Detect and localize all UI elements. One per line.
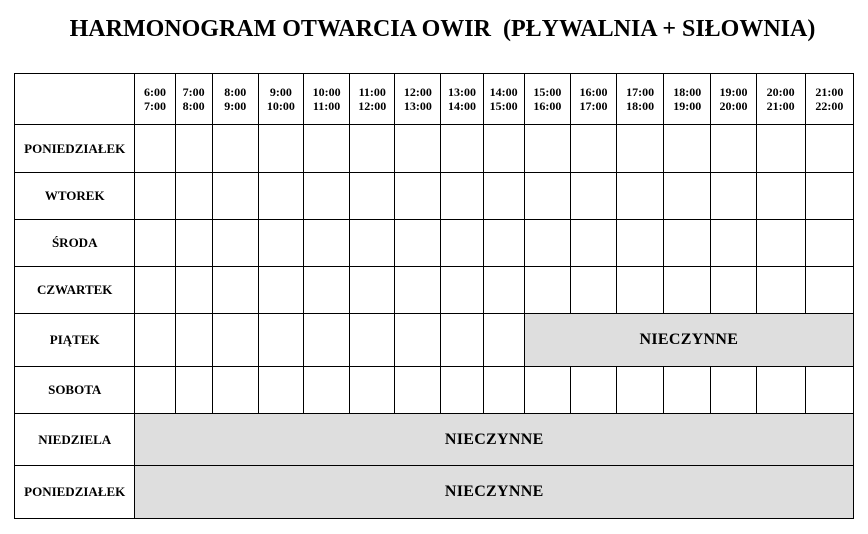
day-label: PONIEDZIAŁEK: [15, 125, 135, 173]
schedule-cell: [524, 267, 570, 314]
schedule-cell: [304, 125, 350, 173]
schedule-cell: [212, 220, 258, 267]
day-row: [15, 267, 854, 314]
closed-block: NIECZYNNE: [135, 466, 854, 519]
schedule-cell: [483, 125, 524, 173]
schedule-cell: [304, 220, 350, 267]
schedule-cell: [524, 125, 570, 173]
schedule-cell: [617, 125, 664, 173]
closed-block: NIECZYNNE: [524, 314, 853, 367]
hour-header: 13:00 14:00: [441, 74, 483, 125]
schedule-table: [14, 73, 854, 519]
schedule-cell: [805, 267, 853, 314]
schedule-cell: [664, 173, 711, 220]
schedule-cell: [805, 125, 853, 173]
schedule-cell: [570, 220, 616, 267]
schedule-cell: [350, 267, 395, 314]
schedule-cell: [570, 173, 616, 220]
schedule-cell: [395, 314, 441, 367]
schedule-cell: [711, 367, 756, 414]
hour-header: 11:00 12:00: [350, 74, 395, 125]
hour-header: 6:00 7:00: [135, 74, 175, 125]
schedule-cell: [258, 125, 303, 173]
day-label: CZWARTEK: [15, 267, 135, 314]
schedule-cell: [664, 367, 711, 414]
schedule-cell: [135, 314, 175, 367]
day-row: [15, 314, 854, 367]
schedule-cell: [711, 267, 756, 314]
hour-header: 9:00 10:00: [258, 74, 303, 125]
schedule-cell: [805, 220, 853, 267]
schedule-cell: [524, 367, 570, 414]
schedule-cell: [756, 125, 805, 173]
schedule-cell: [664, 267, 711, 314]
schedule-cell: [304, 173, 350, 220]
schedule-cell: [617, 367, 664, 414]
schedule-cell: [135, 125, 175, 173]
day-row: [15, 220, 854, 267]
schedule-cell: [395, 267, 441, 314]
schedule-cell: [350, 367, 395, 414]
schedule-cell: [212, 314, 258, 367]
schedule-cell: [483, 367, 524, 414]
schedule-cell: [175, 314, 212, 367]
schedule-cell: [441, 220, 483, 267]
header-row: [15, 74, 854, 125]
schedule-cell: [175, 267, 212, 314]
schedule-cell: [175, 220, 212, 267]
hour-header: 15:00 16:00: [524, 74, 570, 125]
schedule-cell: [711, 220, 756, 267]
schedule-cell: [617, 173, 664, 220]
schedule-cell: [135, 267, 175, 314]
schedule-cell: [135, 367, 175, 414]
schedule-cell: [175, 367, 212, 414]
schedule-cell: [756, 367, 805, 414]
schedule-cell: [570, 367, 616, 414]
schedule-cell: [175, 125, 212, 173]
hour-header: 17:00 18:00: [617, 74, 664, 125]
day-row: [15, 173, 854, 220]
schedule-cell: [258, 220, 303, 267]
schedule-cell: [304, 367, 350, 414]
hour-header: 19:00 20:00: [711, 74, 756, 125]
schedule-cell: [212, 267, 258, 314]
schedule-cell: [258, 173, 303, 220]
schedule-cell: [756, 173, 805, 220]
schedule-cell: [483, 173, 524, 220]
day-label: NIEDZIELA: [15, 414, 135, 466]
schedule-cell: [350, 314, 395, 367]
schedule-cell: [570, 125, 616, 173]
schedule-cell: [395, 173, 441, 220]
corner-cell: [15, 74, 135, 125]
schedule-cell: [805, 173, 853, 220]
hour-header: 7:00 8:00: [175, 74, 212, 125]
schedule-title: HARMONOGRAM OTWARCIA OWIR (PŁYWALNIA + SIŁOWNIA): [69, 16, 816, 42]
day-row: [15, 367, 854, 414]
day-row: [15, 414, 854, 466]
schedule-cell: [395, 220, 441, 267]
schedule-cell: [258, 314, 303, 367]
hour-header: 21:00 22:00: [805, 74, 853, 125]
schedule-cell: [441, 267, 483, 314]
hour-header: 12:00 13:00: [395, 74, 441, 125]
day-row: [15, 466, 854, 519]
day-label: PIĄTEK: [15, 314, 135, 367]
schedule-cell: [664, 125, 711, 173]
schedule-cell: [617, 220, 664, 267]
schedule-cell: [483, 314, 524, 367]
schedule-cell: [441, 173, 483, 220]
schedule-cell: [350, 125, 395, 173]
day-label: SOBOTA: [15, 367, 135, 414]
schedule-cell: [350, 173, 395, 220]
schedule-cell: [258, 267, 303, 314]
schedule-cell: [711, 125, 756, 173]
schedule-cell: [617, 267, 664, 314]
day-label: ŚRODA: [15, 220, 135, 267]
schedule-cell: [756, 267, 805, 314]
hour-header: 8:00 9:00: [212, 74, 258, 125]
hour-header: 18:00 19:00: [664, 74, 711, 125]
schedule-cell: [212, 367, 258, 414]
schedule-cell: [756, 220, 805, 267]
day-label: WTOREK: [15, 173, 135, 220]
schedule-cell: [395, 125, 441, 173]
schedule-cell: [524, 220, 570, 267]
closed-block: NIECZYNNE: [135, 414, 854, 466]
schedule-cell: [304, 267, 350, 314]
schedule-cell: [483, 220, 524, 267]
hour-header: 10:00 11:00: [304, 74, 350, 125]
schedule-cell: [350, 220, 395, 267]
schedule-cell: [258, 367, 303, 414]
schedule-cell: [441, 125, 483, 173]
schedule-cell: [524, 173, 570, 220]
schedule-cell: [483, 267, 524, 314]
schedule-cell: [805, 367, 853, 414]
schedule-cell: [395, 367, 441, 414]
schedule-cell: [441, 367, 483, 414]
schedule-cell: [135, 220, 175, 267]
schedule-cell: [212, 125, 258, 173]
day-row: [15, 125, 854, 173]
schedule-cell: [711, 173, 756, 220]
schedule-cell: [175, 173, 212, 220]
hour-header: 14:00 15:00: [483, 74, 524, 125]
hour-header: 20:00 21:00: [756, 74, 805, 125]
schedule-cell: [664, 220, 711, 267]
schedule-cell: [570, 267, 616, 314]
schedule-cell: [441, 314, 483, 367]
day-label: PONIEDZIAŁEK: [15, 466, 135, 519]
hour-header: 16:00 17:00: [570, 74, 616, 125]
schedule-cell: [135, 173, 175, 220]
schedule-cell: [304, 314, 350, 367]
schedule-cell: [212, 173, 258, 220]
